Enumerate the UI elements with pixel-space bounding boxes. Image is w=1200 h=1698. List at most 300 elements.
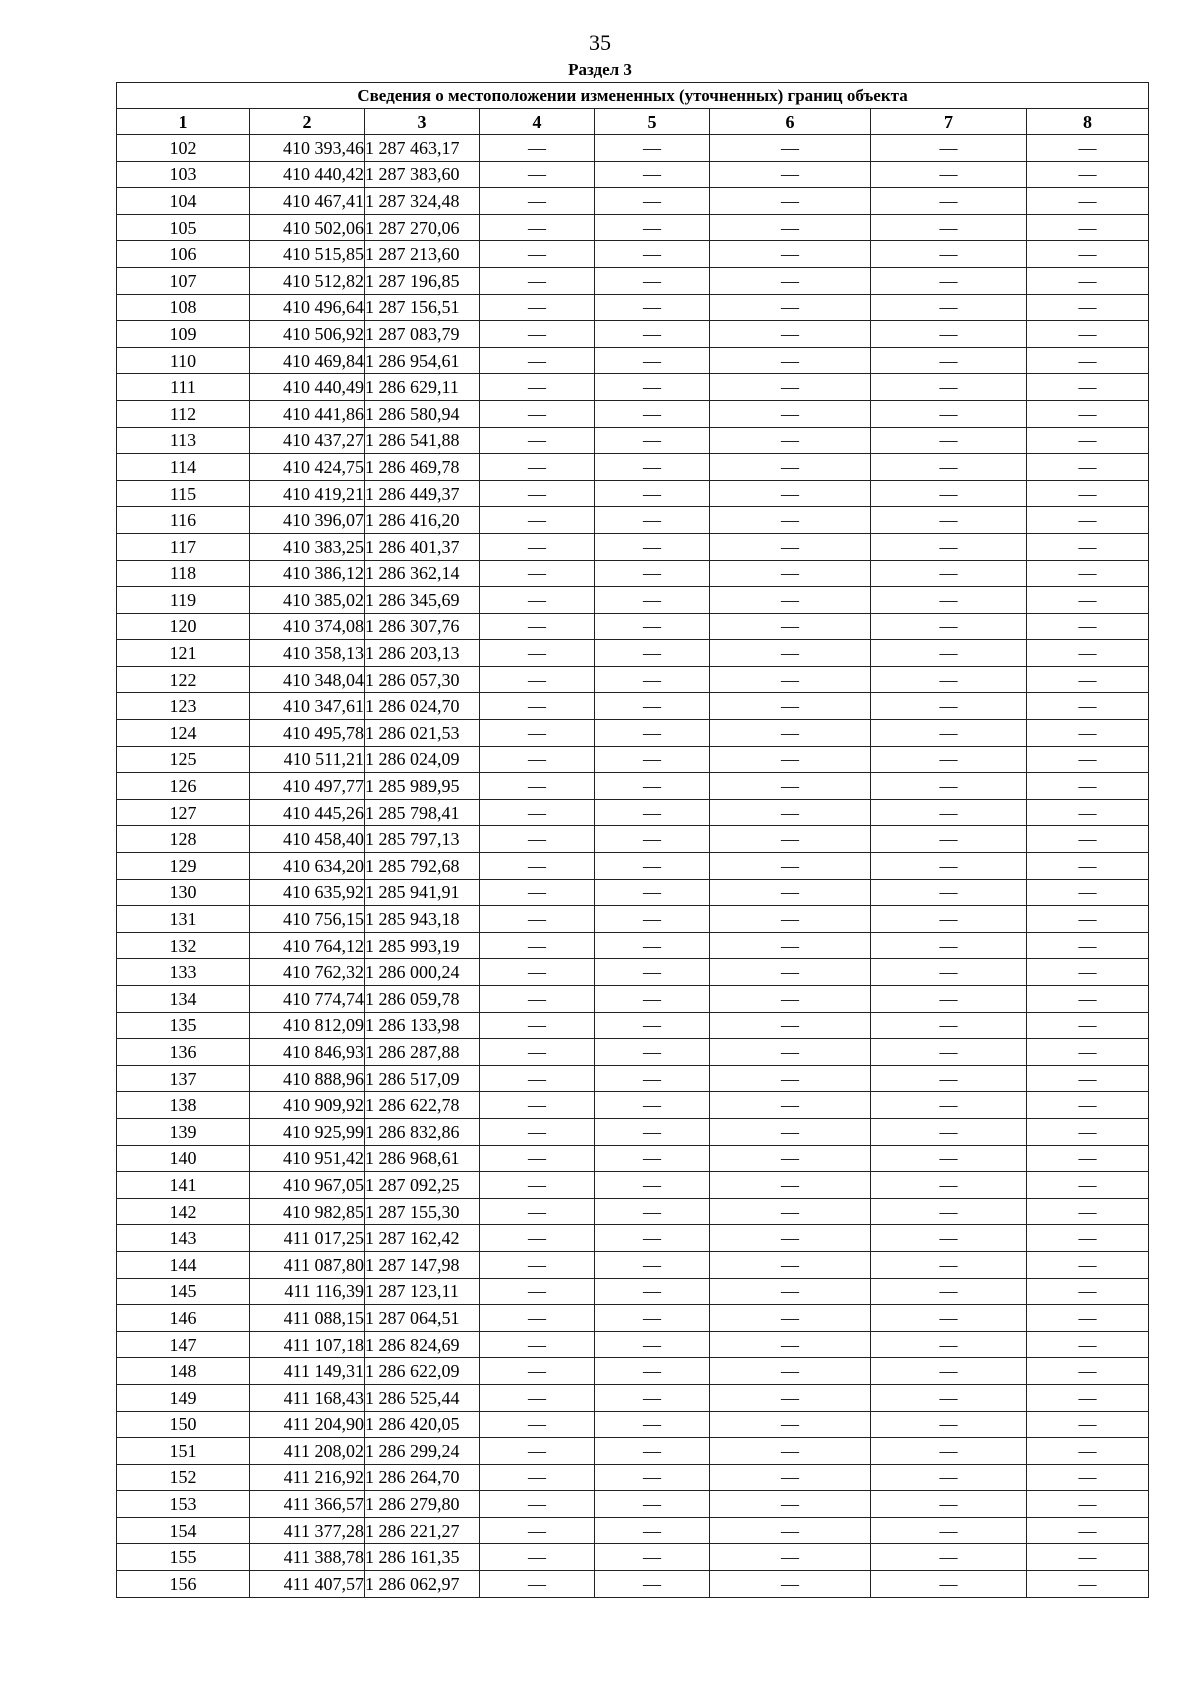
table-row <box>117 427 1149 454</box>
empty-cell-col-4: — <box>480 853 595 880</box>
point-number-cell: 140 <box>117 1145 250 1172</box>
empty-cell-col-4: — <box>480 427 595 454</box>
empty-cell-col-4: — <box>480 932 595 959</box>
empty-cell-col-6: — <box>710 1544 871 1571</box>
point-number-cell: 134 <box>117 986 250 1013</box>
point-number-cell: 132 <box>117 932 250 959</box>
y-coordinate-cell: 1 285 941,91 <box>365 879 480 906</box>
x-coordinate-cell: 410 393,46 <box>250 135 365 162</box>
table-row <box>117 347 1149 374</box>
empty-cell-col-8: — <box>1027 1225 1149 1252</box>
point-number-cell: 143 <box>117 1225 250 1252</box>
table-row <box>117 1118 1149 1145</box>
x-coordinate-cell: 410 511,21 <box>250 746 365 773</box>
x-coordinate-cell: 410 348,04 <box>250 666 365 693</box>
table-body <box>117 135 1149 1598</box>
empty-cell-col-6: — <box>710 1012 871 1039</box>
empty-cell-col-5: — <box>595 1198 710 1225</box>
empty-cell-col-6: — <box>710 720 871 747</box>
empty-cell-col-4: — <box>480 640 595 667</box>
empty-cell-col-7: — <box>871 1145 1027 1172</box>
y-coordinate-cell: 1 286 062,97 <box>365 1571 480 1598</box>
table-row <box>117 1305 1149 1332</box>
empty-cell-col-6: — <box>710 294 871 321</box>
empty-cell-col-8: — <box>1027 454 1149 481</box>
empty-cell-col-6: — <box>710 773 871 800</box>
empty-cell-col-7: — <box>871 906 1027 933</box>
point-number-cell: 111 <box>117 374 250 401</box>
point-number-cell: 151 <box>117 1438 250 1465</box>
point-number-cell: 106 <box>117 241 250 268</box>
empty-cell-col-6: — <box>710 188 871 215</box>
x-coordinate-cell: 411 366,57 <box>250 1491 365 1518</box>
empty-cell-col-5: — <box>595 294 710 321</box>
empty-cell-col-4: — <box>480 294 595 321</box>
empty-cell-col-4: — <box>480 560 595 587</box>
empty-cell-col-5: — <box>595 1065 710 1092</box>
x-coordinate-cell: 410 347,61 <box>250 693 365 720</box>
empty-cell-col-7: — <box>871 1517 1027 1544</box>
empty-cell-col-8: — <box>1027 427 1149 454</box>
empty-cell-col-6: — <box>710 560 871 587</box>
empty-cell-col-6: — <box>710 1039 871 1066</box>
empty-cell-col-6: — <box>710 1411 871 1438</box>
x-coordinate-cell: 410 506,92 <box>250 321 365 348</box>
empty-cell-col-7: — <box>871 1278 1027 1305</box>
page-number: 35 <box>589 30 611 55</box>
empty-cell-col-8: — <box>1027 799 1149 826</box>
table-row <box>117 1438 1149 1465</box>
table-row <box>117 1571 1149 1598</box>
empty-cell-col-4: — <box>480 613 595 640</box>
table-row <box>117 480 1149 507</box>
x-coordinate-cell: 410 445,26 <box>250 799 365 826</box>
empty-cell-col-6: — <box>710 1278 871 1305</box>
empty-cell-col-6: — <box>710 799 871 826</box>
x-coordinate-cell: 410 967,05 <box>250 1172 365 1199</box>
empty-cell-col-8: — <box>1027 267 1149 294</box>
empty-cell-col-6: — <box>710 214 871 241</box>
empty-cell-col-8: — <box>1027 347 1149 374</box>
empty-cell-col-6: — <box>710 1305 871 1332</box>
empty-cell-col-6: — <box>710 1464 871 1491</box>
empty-cell-col-5: — <box>595 1145 710 1172</box>
point-number-cell: 147 <box>117 1331 250 1358</box>
empty-cell-col-5: — <box>595 161 710 188</box>
empty-cell-col-4: — <box>480 826 595 853</box>
x-coordinate-cell: 411 116,39 <box>250 1278 365 1305</box>
empty-cell-col-7: — <box>871 560 1027 587</box>
empty-cell-col-7: — <box>871 1438 1027 1465</box>
empty-cell-col-6: — <box>710 666 871 693</box>
y-coordinate-cell: 1 287 092,25 <box>365 1172 480 1199</box>
empty-cell-col-6: — <box>710 587 871 614</box>
empty-cell-col-5: — <box>595 1278 710 1305</box>
table-row <box>117 533 1149 560</box>
point-number-cell: 119 <box>117 587 250 614</box>
table-row <box>117 640 1149 667</box>
y-coordinate-cell: 1 287 213,60 <box>365 241 480 268</box>
table-row <box>117 1065 1149 1092</box>
empty-cell-col-6: — <box>710 1517 871 1544</box>
table-row <box>117 1092 1149 1119</box>
y-coordinate-cell: 1 286 021,53 <box>365 720 480 747</box>
empty-cell-col-7: — <box>871 294 1027 321</box>
empty-cell-col-7: — <box>871 241 1027 268</box>
column-number-row <box>117 109 1149 135</box>
empty-cell-col-8: — <box>1027 1438 1149 1465</box>
x-coordinate-cell: 410 762,32 <box>250 959 365 986</box>
empty-cell-col-6: — <box>710 161 871 188</box>
empty-cell-col-7: — <box>871 454 1027 481</box>
empty-cell-col-4: — <box>480 374 595 401</box>
empty-cell-col-5: — <box>595 1012 710 1039</box>
x-coordinate-cell: 411 377,28 <box>250 1517 365 1544</box>
empty-cell-col-4: — <box>480 1172 595 1199</box>
x-coordinate-cell: 410 635,92 <box>250 879 365 906</box>
empty-cell-col-4: — <box>480 1517 595 1544</box>
y-coordinate-cell: 1 287 463,17 <box>365 135 480 162</box>
column-number-8: 8 <box>1027 109 1149 135</box>
empty-cell-col-6: — <box>710 853 871 880</box>
point-number-cell: 129 <box>117 853 250 880</box>
table-row <box>117 959 1149 986</box>
x-coordinate-cell: 410 385,02 <box>250 587 365 614</box>
empty-cell-col-8: — <box>1027 321 1149 348</box>
x-coordinate-cell: 410 502,06 <box>250 214 365 241</box>
empty-cell-col-8: — <box>1027 1251 1149 1278</box>
y-coordinate-cell: 1 286 059,78 <box>365 986 480 1013</box>
empty-cell-col-8: — <box>1027 1305 1149 1332</box>
point-number-cell: 127 <box>117 799 250 826</box>
y-coordinate-cell: 1 286 287,88 <box>365 1039 480 1066</box>
x-coordinate-cell: 410 358,13 <box>250 640 365 667</box>
empty-cell-col-5: — <box>595 773 710 800</box>
empty-cell-col-4: — <box>480 1464 595 1491</box>
y-coordinate-cell: 1 286 221,27 <box>365 1517 480 1544</box>
empty-cell-col-4: — <box>480 161 595 188</box>
empty-cell-col-6: — <box>710 454 871 481</box>
empty-cell-col-7: — <box>871 587 1027 614</box>
x-coordinate-cell: 410 634,20 <box>250 853 365 880</box>
x-coordinate-cell: 411 149,31 <box>250 1358 365 1385</box>
table-row <box>117 1491 1149 1518</box>
point-number-cell: 154 <box>117 1517 250 1544</box>
empty-cell-col-7: — <box>871 720 1027 747</box>
x-coordinate-cell: 410 812,09 <box>250 1012 365 1039</box>
table-row <box>117 720 1149 747</box>
empty-cell-col-5: — <box>595 746 710 773</box>
table-row <box>117 613 1149 640</box>
empty-cell-col-7: — <box>871 640 1027 667</box>
empty-cell-col-6: — <box>710 1065 871 1092</box>
empty-cell-col-7: — <box>871 932 1027 959</box>
empty-cell-col-7: — <box>871 480 1027 507</box>
point-number-cell: 113 <box>117 427 250 454</box>
empty-cell-col-4: — <box>480 347 595 374</box>
empty-cell-col-4: — <box>480 1065 595 1092</box>
y-coordinate-cell: 1 286 345,69 <box>365 587 480 614</box>
point-number-cell: 139 <box>117 1118 250 1145</box>
y-coordinate-cell: 1 287 147,98 <box>365 1251 480 1278</box>
y-coordinate-cell: 1 285 797,13 <box>365 826 480 853</box>
empty-cell-col-4: — <box>480 587 595 614</box>
empty-cell-col-5: — <box>595 853 710 880</box>
empty-cell-col-4: — <box>480 454 595 481</box>
empty-cell-col-8: — <box>1027 693 1149 720</box>
empty-cell-col-5: — <box>595 1517 710 1544</box>
empty-cell-col-7: — <box>871 799 1027 826</box>
y-coordinate-cell: 1 287 123,11 <box>365 1278 480 1305</box>
empty-cell-col-8: — <box>1027 959 1149 986</box>
x-coordinate-cell: 410 497,77 <box>250 773 365 800</box>
y-coordinate-cell: 1 286 525,44 <box>365 1384 480 1411</box>
empty-cell-col-6: — <box>710 1358 871 1385</box>
empty-cell-col-4: — <box>480 773 595 800</box>
empty-cell-col-5: — <box>595 347 710 374</box>
empty-cell-col-5: — <box>595 693 710 720</box>
table-row <box>117 1198 1149 1225</box>
empty-cell-col-4: — <box>480 1092 595 1119</box>
empty-cell-col-7: — <box>871 959 1027 986</box>
table-row <box>117 932 1149 959</box>
empty-cell-col-7: — <box>871 267 1027 294</box>
empty-cell-col-6: — <box>710 1118 871 1145</box>
point-number-cell: 117 <box>117 533 250 560</box>
table-row <box>117 321 1149 348</box>
empty-cell-col-8: — <box>1027 1172 1149 1199</box>
point-number-cell: 110 <box>117 347 250 374</box>
table-row <box>117 374 1149 401</box>
table-row <box>117 135 1149 162</box>
empty-cell-col-7: — <box>871 135 1027 162</box>
empty-cell-col-4: — <box>480 1491 595 1518</box>
y-coordinate-cell: 1 287 162,42 <box>365 1225 480 1252</box>
y-coordinate-cell: 1 285 943,18 <box>365 906 480 933</box>
y-coordinate-cell: 1 286 469,78 <box>365 454 480 481</box>
empty-cell-col-8: — <box>1027 826 1149 853</box>
empty-cell-col-4: — <box>480 241 595 268</box>
table-row <box>117 161 1149 188</box>
empty-cell-col-5: — <box>595 507 710 534</box>
x-coordinate-cell: 411 087,80 <box>250 1251 365 1278</box>
point-number-cell: 131 <box>117 906 250 933</box>
empty-cell-col-7: — <box>871 1464 1027 1491</box>
empty-cell-col-6: — <box>710 613 871 640</box>
empty-cell-col-8: — <box>1027 613 1149 640</box>
empty-cell-col-4: — <box>480 1118 595 1145</box>
empty-cell-col-7: — <box>871 1331 1027 1358</box>
empty-cell-col-7: — <box>871 1411 1027 1438</box>
y-coordinate-cell: 1 286 622,09 <box>365 1358 480 1385</box>
point-number-cell: 108 <box>117 294 250 321</box>
empty-cell-col-8: — <box>1027 1012 1149 1039</box>
point-number-cell: 133 <box>117 959 250 986</box>
empty-cell-col-5: — <box>595 241 710 268</box>
table-row <box>117 400 1149 427</box>
x-coordinate-cell: 410 419,21 <box>250 480 365 507</box>
y-coordinate-cell: 1 286 968,61 <box>365 1145 480 1172</box>
y-coordinate-cell: 1 286 024,70 <box>365 693 480 720</box>
empty-cell-col-4: — <box>480 879 595 906</box>
y-coordinate-cell: 1 287 083,79 <box>365 321 480 348</box>
empty-cell-col-8: — <box>1027 1411 1149 1438</box>
point-number-cell: 153 <box>117 1491 250 1518</box>
empty-cell-col-5: — <box>595 188 710 215</box>
empty-cell-col-7: — <box>871 161 1027 188</box>
point-number-cell: 149 <box>117 1384 250 1411</box>
empty-cell-col-7: — <box>871 427 1027 454</box>
empty-cell-col-5: — <box>595 1305 710 1332</box>
table-row <box>117 1145 1149 1172</box>
y-coordinate-cell: 1 286 832,86 <box>365 1118 480 1145</box>
y-coordinate-cell: 1 286 000,24 <box>365 959 480 986</box>
empty-cell-col-8: — <box>1027 1145 1149 1172</box>
empty-cell-col-5: — <box>595 720 710 747</box>
empty-cell-col-6: — <box>710 693 871 720</box>
empty-cell-col-7: — <box>871 374 1027 401</box>
x-coordinate-cell: 411 388,78 <box>250 1544 365 1571</box>
table-row <box>117 773 1149 800</box>
table-row <box>117 241 1149 268</box>
empty-cell-col-8: — <box>1027 640 1149 667</box>
empty-cell-col-5: — <box>595 1118 710 1145</box>
point-number-cell: 102 <box>117 135 250 162</box>
empty-cell-col-8: — <box>1027 507 1149 534</box>
table-row <box>117 746 1149 773</box>
empty-cell-col-7: — <box>871 1544 1027 1571</box>
empty-cell-col-6: — <box>710 640 871 667</box>
y-coordinate-cell: 1 287 064,51 <box>365 1305 480 1332</box>
column-number-4: 4 <box>480 109 595 135</box>
y-coordinate-cell: 1 286 362,14 <box>365 560 480 587</box>
x-coordinate-cell: 410 925,99 <box>250 1118 365 1145</box>
x-coordinate-cell: 410 437,27 <box>250 427 365 454</box>
empty-cell-col-6: — <box>710 427 871 454</box>
empty-cell-col-8: — <box>1027 1464 1149 1491</box>
empty-cell-col-4: — <box>480 533 595 560</box>
point-number-cell: 145 <box>117 1278 250 1305</box>
empty-cell-col-8: — <box>1027 746 1149 773</box>
empty-cell-col-8: — <box>1027 720 1149 747</box>
empty-cell-col-4: — <box>480 1225 595 1252</box>
table-row <box>117 799 1149 826</box>
empty-cell-col-4: — <box>480 1544 595 1571</box>
empty-cell-col-7: — <box>871 507 1027 534</box>
y-coordinate-cell: 1 286 299,24 <box>365 1438 480 1465</box>
point-number-cell: 104 <box>117 188 250 215</box>
table-row <box>117 666 1149 693</box>
table-row <box>117 587 1149 614</box>
empty-cell-col-7: — <box>871 1491 1027 1518</box>
empty-cell-col-6: — <box>710 932 871 959</box>
empty-cell-col-5: — <box>595 321 710 348</box>
table-caption: Сведения о местоположении измененных (уточненных) границ объекта <box>117 83 1149 109</box>
empty-cell-col-7: — <box>871 188 1027 215</box>
empty-cell-col-5: — <box>595 1571 710 1598</box>
y-coordinate-cell: 1 287 155,30 <box>365 1198 480 1225</box>
empty-cell-col-7: — <box>871 1225 1027 1252</box>
point-number-cell: 109 <box>117 321 250 348</box>
empty-cell-col-5: — <box>595 640 710 667</box>
point-number-cell: 141 <box>117 1172 250 1199</box>
empty-cell-col-5: — <box>595 666 710 693</box>
column-number-5: 5 <box>595 109 710 135</box>
point-number-cell: 135 <box>117 1012 250 1039</box>
empty-cell-col-5: — <box>595 374 710 401</box>
empty-cell-col-4: — <box>480 666 595 693</box>
point-number-cell: 112 <box>117 400 250 427</box>
empty-cell-col-7: — <box>871 1172 1027 1199</box>
point-number-cell: 150 <box>117 1411 250 1438</box>
empty-cell-col-4: — <box>480 135 595 162</box>
empty-cell-col-7: — <box>871 347 1027 374</box>
point-number-cell: 136 <box>117 1039 250 1066</box>
table-row <box>117 267 1149 294</box>
table-row <box>117 1172 1149 1199</box>
empty-cell-col-7: — <box>871 1358 1027 1385</box>
table-row <box>117 906 1149 933</box>
point-number-cell: 128 <box>117 826 250 853</box>
empty-cell-col-5: — <box>595 1092 710 1119</box>
empty-cell-col-8: — <box>1027 879 1149 906</box>
column-number-1: 1 <box>117 109 250 135</box>
empty-cell-col-4: — <box>480 693 595 720</box>
empty-cell-col-8: — <box>1027 480 1149 507</box>
empty-cell-col-5: — <box>595 799 710 826</box>
empty-cell-col-8: — <box>1027 666 1149 693</box>
empty-cell-col-5: — <box>595 1039 710 1066</box>
empty-cell-col-5: — <box>595 1464 710 1491</box>
empty-cell-col-7: — <box>871 1092 1027 1119</box>
y-coordinate-cell: 1 287 383,60 <box>365 161 480 188</box>
table-row <box>117 454 1149 481</box>
y-coordinate-cell: 1 285 792,68 <box>365 853 480 880</box>
empty-cell-col-5: — <box>595 1411 710 1438</box>
empty-cell-col-5: — <box>595 1544 710 1571</box>
y-coordinate-cell: 1 286 824,69 <box>365 1331 480 1358</box>
empty-cell-col-6: — <box>710 267 871 294</box>
table-row <box>117 214 1149 241</box>
empty-cell-col-6: — <box>710 533 871 560</box>
empty-cell-col-5: — <box>595 1491 710 1518</box>
empty-cell-col-6: — <box>710 135 871 162</box>
empty-cell-col-5: — <box>595 906 710 933</box>
x-coordinate-cell: 410 495,78 <box>250 720 365 747</box>
empty-cell-col-8: — <box>1027 1491 1149 1518</box>
empty-cell-col-4: — <box>480 1571 595 1598</box>
x-coordinate-cell: 410 383,25 <box>250 533 365 560</box>
empty-cell-col-5: — <box>595 267 710 294</box>
x-coordinate-cell: 410 951,42 <box>250 1145 365 1172</box>
x-coordinate-cell: 410 888,96 <box>250 1065 365 1092</box>
column-number-7: 7 <box>871 109 1027 135</box>
section-title: Раздел 3 <box>568 60 632 79</box>
empty-cell-col-6: — <box>710 906 871 933</box>
point-number-cell: 122 <box>117 666 250 693</box>
empty-cell-col-4: — <box>480 1039 595 1066</box>
empty-cell-col-4: — <box>480 746 595 773</box>
y-coordinate-cell: 1 286 541,88 <box>365 427 480 454</box>
empty-cell-col-7: — <box>871 613 1027 640</box>
point-number-cell: 124 <box>117 720 250 747</box>
empty-cell-col-8: — <box>1027 1358 1149 1385</box>
empty-cell-col-5: — <box>595 1384 710 1411</box>
y-coordinate-cell: 1 286 264,70 <box>365 1464 480 1491</box>
empty-cell-col-6: — <box>710 1491 871 1518</box>
y-coordinate-cell: 1 286 580,94 <box>365 400 480 427</box>
empty-cell-col-6: — <box>710 374 871 401</box>
